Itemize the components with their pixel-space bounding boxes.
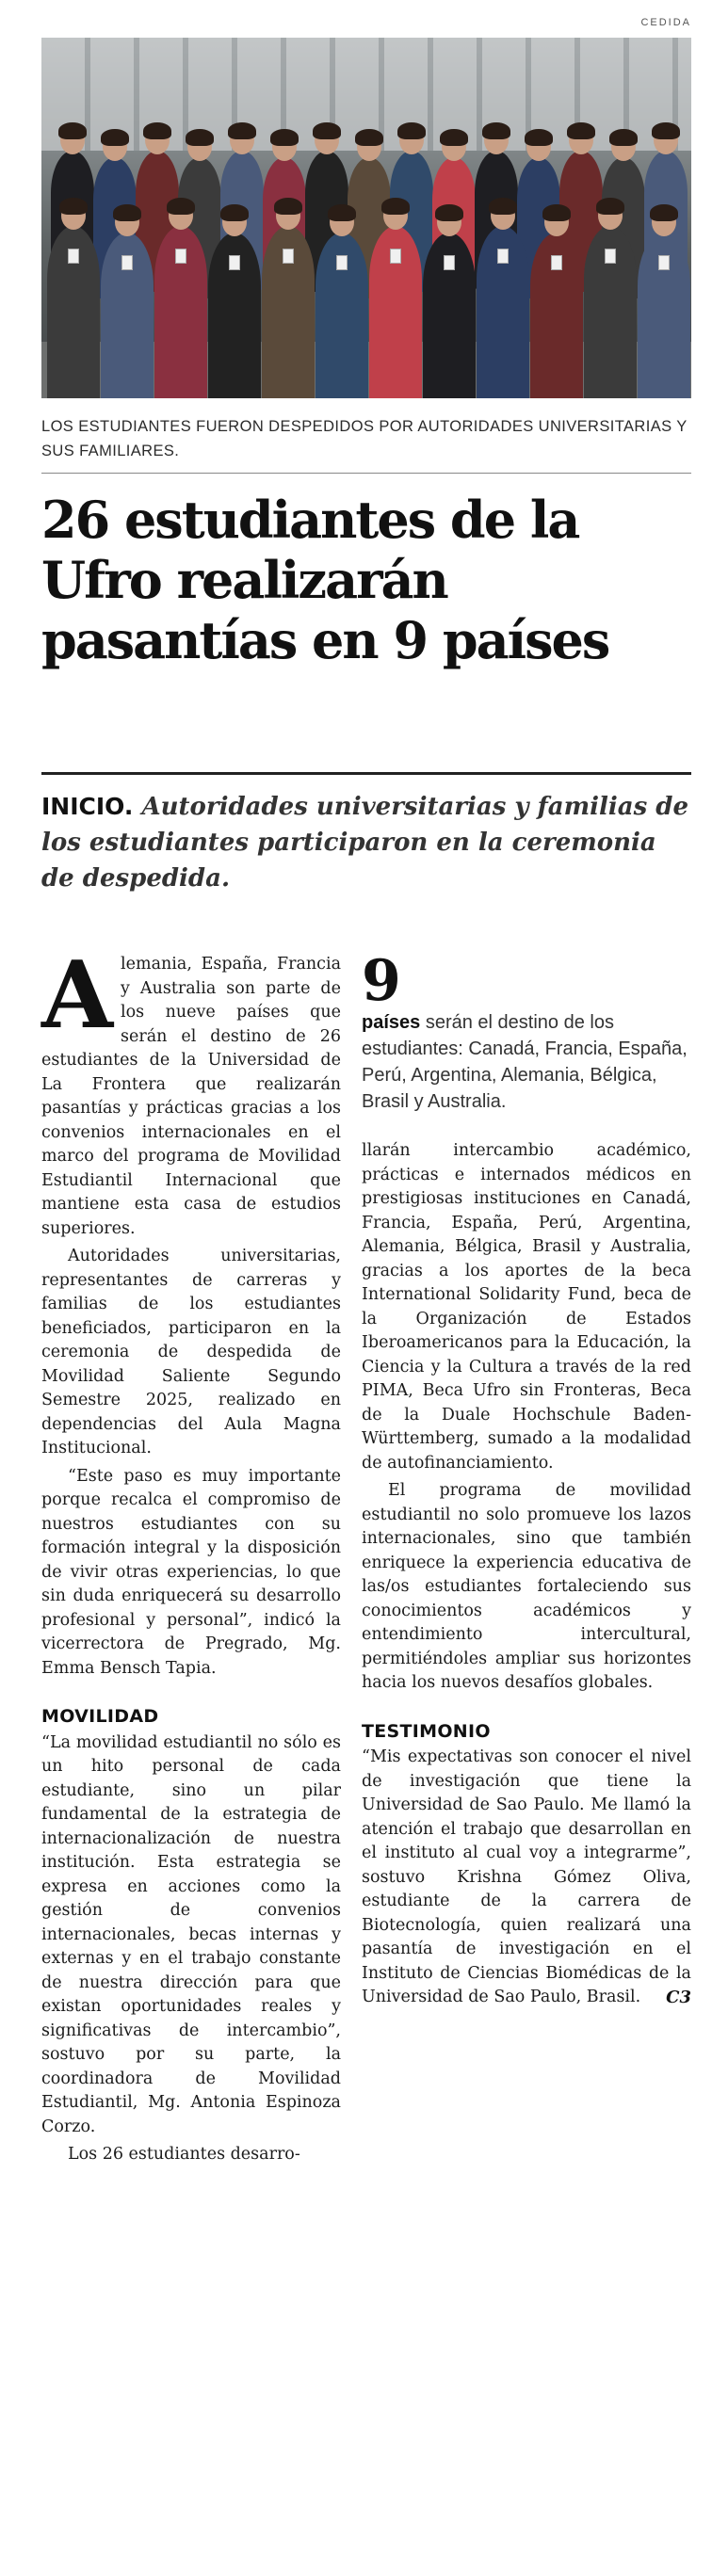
group-photo: [41, 38, 691, 398]
photo-person: [530, 233, 583, 398]
photo-person: [47, 226, 100, 398]
paragraph-2: Autoridades universitarias, representantes de carreras y familias de los estudiantes beneficiados, participaron en la ceremonia de despedida de Movilidad Saliente Segundo Semestre 2025, realizado en dependencias del Aula Magna Institucional.: [41, 1247, 341, 1457]
paragraph-5: Los 26 estudiantes desarro-: [68, 2145, 300, 2164]
photo-person: [101, 233, 154, 398]
photo-person: [208, 233, 261, 398]
paragraph-3: “Este paso es muy importante porque recalca el compromiso de nuestros estudiantes con su formación integral y la disposición de vivir otras experiencias, lo que sin duda enriquecerá su desarrollo profesional y personal”, indicó la vicerrectora de Pregrado, Mg. Emma Bensch Tapia.: [41, 1466, 341, 1678]
headline: 26 estudiantes de la Ufro realizarán pasantías en 9 países: [41, 490, 609, 670]
paragraph-6: llarán intercambio académico, prácticas e internados médicos en prestigiosas instituciones en Canadá, Francia, España, Perú, Argentina, Alemania, Bélgica, Brasil y Australia, gracias a los aportes de la beca International Solidarity Fund, beca de la Organización de Estados Iberoamericanos para la Educación, la Ciencia y la Cultura a través de la red PIMA, Beca Ufro sin Fronteras, Beca de la Duale Hochschule Baden-Württemberg, sumado a la modalidad de autofinanciamiento.: [362, 1141, 691, 1473]
deck-kicker: INICIO.: [41, 793, 134, 820]
photo-person: [316, 233, 368, 398]
photo-person: [262, 226, 315, 398]
paragraph-7: El programa de movilidad estudiantil no solo promueve los lazos internacionales, sino que también enriquece la experiencia educativa de las/os estudiantes fortaleciendo sus conocimientos académicos y entendimiento intercultural, permitiéndoles ampliar sus horizontes hacia los nuevos desafíos globales.: [362, 1481, 691, 1692]
dropcap: A: [41, 942, 114, 1050]
photo-person: [584, 226, 637, 398]
factbox-text: países serán el destino de los estudiantes: Canadá, Francia, España, Perú, Argentina, Alemania, Bélgica, Brasil y Australia.: [362, 1012, 688, 1112]
article-column-right: [362, 948, 691, 2014]
photo-credit: CEDIDA: [640, 17, 691, 28]
subhead-testimonio: TESTIMONIO: [362, 1720, 491, 1742]
deck-text: Autoridades universitarias y familias de los estudiantes participaron en la ceremonia de despedida.: [41, 793, 688, 893]
photo-person: [423, 233, 476, 398]
photo-person: [154, 226, 207, 398]
photo-person: [477, 226, 529, 398]
headline-divider: [41, 772, 691, 775]
caption-divider: [41, 473, 691, 474]
article-column-left: [41, 942, 341, 2171]
photo-person: [638, 233, 690, 398]
subhead-movilidad: MOVILIDAD: [41, 1706, 159, 1727]
photo-caption: LOS ESTUDIANTES FUERON DESPEDIDOS POR AUTORIDADES UNIVERSITARIAS Y SUS FAMILIARES.: [41, 418, 688, 459]
deck: [41, 789, 691, 896]
paragraph-4: “La movilidad estudiantil no sólo es un hito personal de cada estudiante, sino un pilar fundamental de la estrategia de internacionalización de nuestra institución. Esta estrategia se expresa en acciones como la gestión de convenios internacionales, becas internas y externas y en el trabajo constante de nuestra dirección para que existan oportunidades reales y significativas de intercambio”, sostuvo por su parte, la coordinadora de Movilidad Estudiantil, Mg. Antonia Espinoza Corzo.: [41, 1732, 341, 2136]
paragraph-8: “Mis expectativas son conocer el nivel de investigación que tiene la Universidad de Sao Paulo. Me llamó la atención el trabajo que desarrollan en el instituto al cual voy a integrarme”, sostuvo Krishna Gómez Oliva, estudiante de la carrera de Biotecnología, quien realizará una pasantía de investigación en el Instituto de Ciencias Biomédicas de la Universidad de Sao Paulo, Brasil. C3: [362, 1746, 691, 2010]
paragraph-1: Alemania, España, Francia y Australia son parte de los nueve países que serán el destino de 26 estudiantes de la Universidad de La Frontera que realizarán pasantías y prácticas gracias a los convenios internacionales en el marco del programa de Movilidad Estudiantil Internacional que mantiene esta casa de estudios superiores.: [41, 942, 341, 1238]
factbox: [362, 948, 691, 1115]
factbox-number: 9: [362, 948, 401, 1014]
photo-person: [369, 226, 422, 398]
end-mark-icon: C3: [666, 1988, 691, 2007]
